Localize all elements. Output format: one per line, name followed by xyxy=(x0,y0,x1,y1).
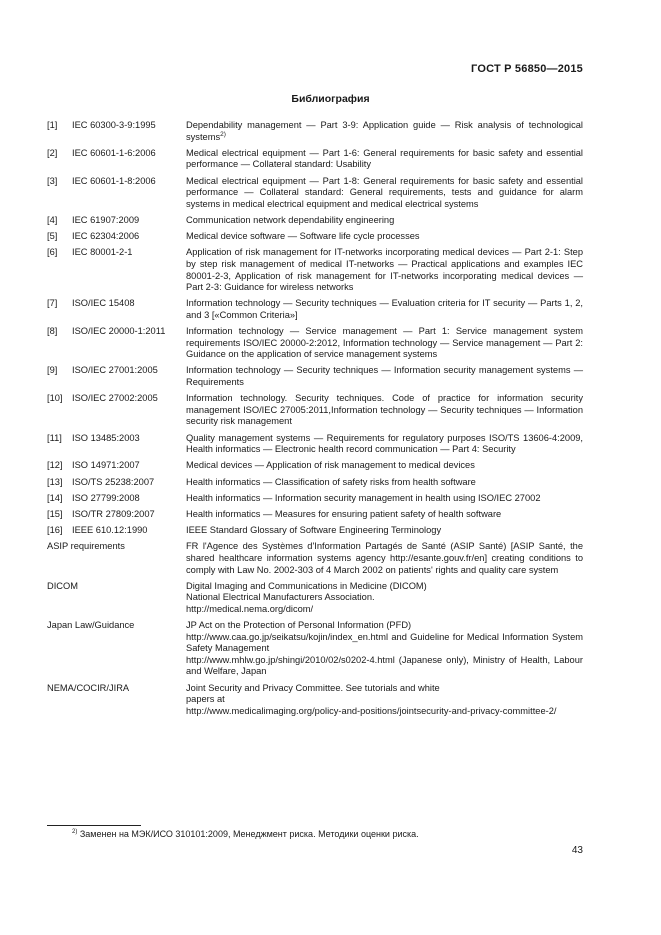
entry-description-line xyxy=(186,525,583,537)
entry-description xyxy=(186,541,583,576)
entry-description-line xyxy=(186,176,583,211)
entry-description-text: JP Act on the Protection of Personal Information (PFD) xyxy=(186,620,412,631)
entry-reference: ISO/TR 27809:2007 xyxy=(72,508,155,519)
bibliography-entry xyxy=(47,148,583,171)
bibliography-entry xyxy=(47,541,583,576)
entry-description-text: http://www.medicalimaging.org/policy-and-positions/jointsecurity-and-privacy-committee-2/ xyxy=(186,705,557,716)
entry-description-text: Medical electrical equipment — Part 1-6: General requirements for basic safety and essential performance — Collateral standard: Usability xyxy=(186,147,583,170)
entry-reference: IEC 60601-1-8:2006 xyxy=(72,175,156,186)
entry-description-text: Health informatics — Information security management in health using ISO/IEC 27002 xyxy=(186,492,541,503)
entry-reference: IEC 60601-1-6:2006 xyxy=(72,147,156,158)
entry-description-line xyxy=(186,231,583,243)
entry-description-line xyxy=(186,706,583,718)
bibliography-title: Библиография xyxy=(291,93,370,105)
entry-description-line xyxy=(186,655,583,678)
entry-reference: IEEE 610.12:1990 xyxy=(72,525,148,536)
entry-description-line xyxy=(186,215,583,227)
bibliography-entry xyxy=(47,683,583,718)
page-number: 43 xyxy=(571,845,583,856)
entry-description xyxy=(186,231,583,243)
entry-description-line xyxy=(186,632,583,655)
entry-description-text: IEEE Standard Glossary of Software Engineering Terminology xyxy=(186,525,442,536)
footnote xyxy=(72,829,419,839)
entry-description-line xyxy=(186,620,583,632)
standard-designation: ГОСТ Р 56850—2015 xyxy=(471,63,583,75)
entry-reference: ISO/TS 25238:2007 xyxy=(72,476,155,487)
entry-reference: IEC 61907:2009 xyxy=(72,214,140,225)
bibliography-entry xyxy=(47,509,583,521)
bibliography-entry xyxy=(47,477,583,489)
footnote-reference: 2) xyxy=(220,130,226,138)
entry-description-text: Health informatics — Measures for ensuring patient safety of health software xyxy=(186,508,502,519)
entry-description xyxy=(186,433,583,456)
entry-description-line xyxy=(186,509,583,521)
entry-description xyxy=(186,525,583,537)
entry-reference: ISO 27799:2008 xyxy=(72,492,140,503)
entry-description-line xyxy=(186,683,583,695)
entry-number: [11] xyxy=(47,432,62,443)
bibliography-entry xyxy=(47,215,583,227)
entry-description-line xyxy=(186,694,583,706)
entry-reference: ISO/IEC 20000-1:2011 xyxy=(72,326,166,337)
bibliography-entry xyxy=(47,460,583,472)
entry-description-line xyxy=(186,581,583,593)
entry-description xyxy=(186,620,583,678)
entry-number: [7] xyxy=(47,298,58,309)
entry-description-line xyxy=(186,326,583,361)
entry-number: [12] xyxy=(47,460,63,471)
entry-reference: IEC 62304:2006 xyxy=(72,231,140,242)
entry-reference: ISO 14971:2007 xyxy=(72,460,140,471)
entry-description-text: National Electrical Manufacturers Association. xyxy=(186,592,375,603)
footnote-text: Заменен на МЭК/ИСО 310101:2009, Менеджмент риска. Методики оценки риска. xyxy=(79,829,419,839)
entry-description xyxy=(186,176,583,211)
bibliography-entry xyxy=(47,231,583,243)
entry-description-line xyxy=(186,460,583,472)
bibliography-entry xyxy=(47,176,583,211)
entry-description-line xyxy=(186,433,583,456)
entry-reference: ISO/IEC 15408 xyxy=(72,298,135,309)
entry-description xyxy=(186,493,583,505)
entry-number: [1] xyxy=(47,120,58,130)
entry-number: [15] xyxy=(47,508,63,519)
entry-reference: DICOM xyxy=(47,580,78,591)
entry-reference: Japan Law/Guidance xyxy=(47,620,135,631)
bibliography-entry xyxy=(47,525,583,537)
entry-description-line xyxy=(186,604,583,616)
entry-reference: NEMA/COCIR/JIRA xyxy=(47,682,130,693)
entry-number: [8] xyxy=(47,326,58,337)
entry-description-text: Information technology — Security techniques — Evaluation criteria for IT security — Parts 1, 2, and 3 [«Common Criteria»] xyxy=(186,298,583,320)
entry-number: [5] xyxy=(47,231,58,242)
bibliography-entry xyxy=(47,493,583,505)
entry-reference: ISO/IEC 27002:2005 xyxy=(72,393,158,404)
entry-description xyxy=(186,477,583,489)
entry-description-text: http://medical.nema.org/dicom/ xyxy=(186,603,314,614)
entry-description-text: http://www.mhlw.go.jp/shingi/2010/02/s0202-4.html (Japanese only), Ministry of Health, Labour and Welfare, Japan xyxy=(186,654,583,677)
entry-description xyxy=(186,215,583,227)
entry-number: [6] xyxy=(47,247,58,258)
bibliography-list xyxy=(47,120,583,722)
entry-number: [9] xyxy=(47,365,58,376)
entry-description xyxy=(186,393,583,428)
entry-number: [3] xyxy=(47,175,58,186)
entry-description-text: Medical device software — Software life cycle processes xyxy=(186,231,420,242)
entry-description-text: Information technology. Security techniques. Code of practice for information security management ISO/IEC 27005:2011,Information technology — Security techniques — Information security risk management xyxy=(186,393,583,427)
entry-number: [14] xyxy=(47,492,63,503)
entry-description-line xyxy=(186,393,583,428)
entry-number: [13] xyxy=(47,476,63,487)
entry-description-text: Joint Security and Privacy Committee. See tutorials and white xyxy=(186,682,440,693)
entry-number: [16] xyxy=(47,525,63,536)
entry-description-line xyxy=(186,493,583,505)
footnote-marker: 2) xyxy=(72,829,78,835)
footnote-divider xyxy=(47,825,141,826)
entry-description-line xyxy=(186,298,583,321)
bibliography-entry xyxy=(47,620,583,678)
entry-description-line xyxy=(186,541,583,576)
entry-description-text: Dependability management — Part 3-9: Application guide — Risk analysis of technological systems xyxy=(186,120,583,142)
entry-description-line xyxy=(186,120,583,143)
entry-description-text: FR l'Agence des Systèmes d'Information Partagés de Santé (ASIP Santé) [ASIP Santé, the shared healthcare information systems agency http://esante.gouv.fr/en] creating conditions to comply with Law No. 2002-303 of 4 March 2002 on patients' rights and quality care system xyxy=(186,541,583,575)
entry-number: [2] xyxy=(47,147,58,158)
entry-description-line xyxy=(186,365,583,388)
entry-description-text: Information technology — Security techniques — Information security management systems — Requirements xyxy=(186,365,583,388)
bibliography-entry xyxy=(47,365,583,388)
bibliography-entry xyxy=(47,326,583,361)
entry-reference: ASIP requirements xyxy=(47,541,125,552)
bibliography-entry xyxy=(47,393,583,428)
entry-description-text: http://www.caa.go.jp/seikatsu/kojin/index_en.html and Guideline for Medical Information System Safety Management xyxy=(186,631,583,654)
entry-reference: IEC 80001-2-1 xyxy=(72,247,133,258)
entry-description xyxy=(186,247,583,293)
entry-description-line xyxy=(186,148,583,171)
bibliography-entry xyxy=(47,120,583,143)
entry-reference: ISO 13485:2003 xyxy=(72,432,140,443)
entry-number: [10] xyxy=(47,393,63,404)
bibliography-entry xyxy=(47,298,583,321)
entry-description-text: Quality management systems — Requirements for regulatory purposes ISO/TS 13606-4:2009, Health informatics — Electronic health record communication — Part 4: Security xyxy=(186,432,583,455)
entry-description xyxy=(186,365,583,388)
entry-number: [4] xyxy=(47,214,58,225)
entry-reference: ISO/IEC 27001:2005 xyxy=(72,365,158,376)
entry-description-line xyxy=(186,592,583,604)
entry-description xyxy=(186,298,583,321)
entry-description xyxy=(186,120,583,143)
entry-description-line xyxy=(186,247,583,293)
entry-description-text: Information technology — Service management — Part 1: Service management system requirements ISO/IEC 20000-2:2012, Information technology — Service management — Part 2: Guidance on the application of service management systems xyxy=(186,326,583,360)
entry-description-text: Application of risk management for IT-networks incorporating medical devices — Part 2-1: Step by step risk management of medical IT-networks — Practical applications and examples IEC 80001-2-3, Application of risk management for IT-networks incorporating medical devices — Part 2-3: Guidance for wireless networks xyxy=(186,247,583,293)
entry-description-text: Medical devices — Application of risk management to medical devices xyxy=(186,460,475,471)
entry-description-text: papers at xyxy=(186,694,225,705)
bibliography-entry xyxy=(47,581,583,616)
entry-description-text: Medical electrical equipment — Part 1-8: General requirements for basic safety and essential performance — Collateral standard: General requirements, tests and guidance for alarm systems in medical electrical equipment and medical electrical systems xyxy=(186,175,583,209)
bibliography-entry xyxy=(47,433,583,456)
entry-description-line xyxy=(186,477,583,489)
entry-reference: IEC 60300-3-9:1995 xyxy=(72,120,156,130)
bibliography-entry xyxy=(47,247,583,293)
entry-description-text: Digital Imaging and Communications in Medicine (DICOM) xyxy=(186,580,427,591)
entry-description xyxy=(186,581,583,616)
entry-description-text: Health informatics — Classification of safety risks from health software xyxy=(186,476,476,487)
entry-description xyxy=(186,326,583,361)
entry-description xyxy=(186,460,583,472)
entry-description xyxy=(186,148,583,171)
entry-description-text: Communication network dependability engineering xyxy=(186,214,395,225)
entry-description xyxy=(186,509,583,521)
entry-description xyxy=(186,683,583,718)
